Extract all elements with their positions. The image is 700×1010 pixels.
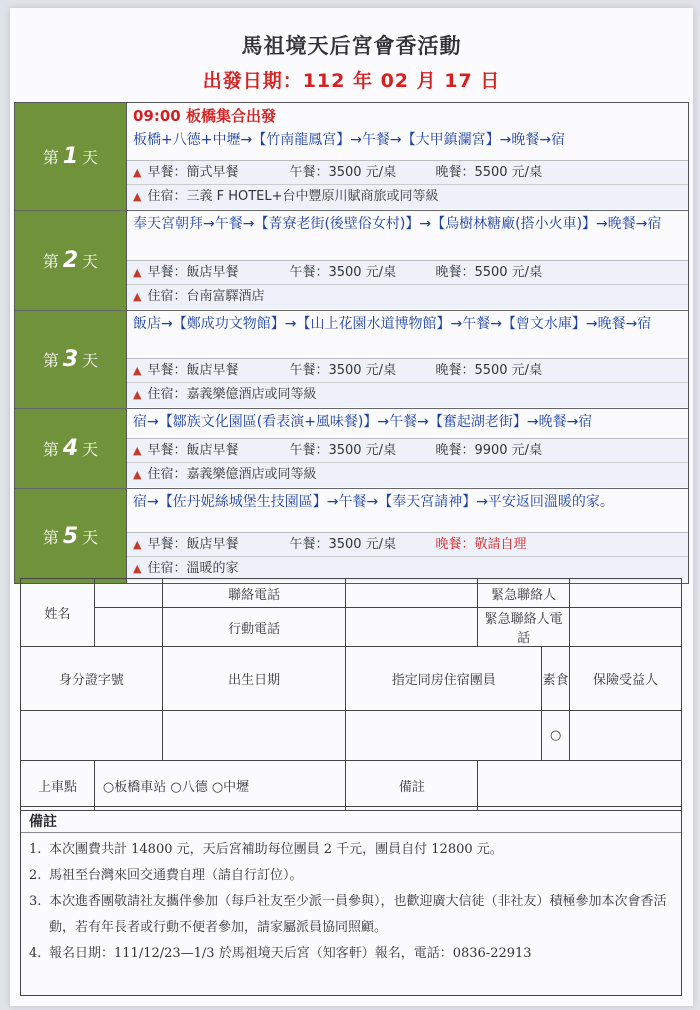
day-label: 第 1 天 xyxy=(15,103,127,210)
day-route: 09:00 板橋集合出發 板橋+八德+中壢→【竹南龍鳳宮】→午餐→【大甲鎮瀾宮】→晚餐→宿 xyxy=(127,103,688,161)
triangle-icon: ▲ xyxy=(133,266,142,279)
mobile-phone-label: 行動電話 xyxy=(162,608,346,647)
lodging-info: ▲ 住宿：嘉義樂億酒店或同等級 xyxy=(127,463,688,487)
roommate-field[interactable] xyxy=(346,711,542,761)
day-route: 飯店→【鄭成功文物館】→【山上花園水道博物館】→午餐→【曾文水庫】→晚餐→宿 xyxy=(127,311,688,359)
departure-date: 出發日期：112 年 02 月 17 日 xyxy=(202,70,501,92)
birth-date-label: 出生日期 xyxy=(162,647,346,711)
day-label: 第 5 天 xyxy=(15,489,127,583)
remark-item: 4. 報名日期：111/12/23—1/3 於馬祖境天后宮（知客軒）報名，電話：0836-22913 xyxy=(29,946,532,961)
triangle-icon: ▲ xyxy=(133,468,142,481)
remark-item: 1. 本次團費共計 14800 元，天后宮補助每位團員 2 千元，團員自付 12800 元。 xyxy=(29,842,503,857)
beneficiary-field[interactable] xyxy=(570,711,682,761)
document-page xyxy=(10,8,693,1006)
page-title: 馬祖境天后宮會香活動 xyxy=(241,34,462,58)
registration-form xyxy=(20,578,682,811)
lodging-info: ▲ 住宿：三義 F HOTEL+台中豐原川賦商旅或同等級 xyxy=(127,185,688,209)
roommate-label: 指定同房住宿團員 xyxy=(346,647,542,711)
triangle-icon: ▲ xyxy=(133,388,142,401)
id-number-label: 身分證字號 xyxy=(21,647,163,711)
meal-info: ▲ 早餐：飯店早餐 午餐：3500 元/桌 晚餐：5500 元/桌 xyxy=(127,359,688,383)
emergency-phone-field[interactable] xyxy=(570,608,682,647)
emergency-contact-field[interactable] xyxy=(570,579,682,608)
lodging-info: ▲ 住宿：台南富驛酒店 xyxy=(127,285,688,309)
emergency-contact-label: 緊急聯絡人 xyxy=(478,579,570,608)
day-route: 宿→【佐丹妮絲城堡生技園區】→午餐→【奉天宮請神】→平安返回溫暖的家。 xyxy=(127,489,688,533)
lodging-info: ▲ 住宿：溫暖的家 xyxy=(127,557,688,581)
triangle-icon: ▲ xyxy=(133,290,142,303)
day-row-1 xyxy=(15,103,688,211)
meal-info: ▲ 早餐：飯店早餐 午餐：3500 元/桌 晚餐：敬請自理 xyxy=(127,533,688,557)
name-field[interactable] xyxy=(94,579,162,608)
vegetarian-label: 素食 xyxy=(542,647,570,711)
day-label: 第 4 天 xyxy=(15,409,127,488)
name-field-2[interactable] xyxy=(94,608,162,647)
remark-item: 2. 馬祖至台灣來回交通費自理（請自行訂位）。 xyxy=(29,868,303,883)
remarks-list xyxy=(21,833,681,971)
lodging-info: ▲ 住宿：嘉義樂億酒店或同等級 xyxy=(127,383,688,407)
day-row-2 xyxy=(15,211,688,311)
remarks-box xyxy=(20,806,682,996)
day-row-3 xyxy=(15,311,688,409)
day-route: 宿→【鄒族文化園區(看表演+風味餐)】→午餐→【奮起湖老街】→晚餐→宿 xyxy=(127,409,688,439)
triangle-icon: ▲ xyxy=(133,562,142,575)
day-row-5 xyxy=(15,489,688,583)
meal-info: ▲ 早餐：簡式早餐 午餐：3500 元/桌 晚餐：5500 元/桌 xyxy=(127,161,688,185)
triangle-icon: ▲ xyxy=(133,166,142,179)
id-number-field[interactable] xyxy=(21,711,163,761)
meal-info: ▲ 早餐：飯店早餐 午餐：3500 元/桌 晚餐：5500 元/桌 xyxy=(127,261,688,285)
mobile-phone-field[interactable] xyxy=(346,608,478,647)
triangle-icon: ▲ xyxy=(133,190,142,203)
day-row-4 xyxy=(15,409,688,489)
notes-field[interactable] xyxy=(478,761,682,811)
day-label: 第 3 天 xyxy=(15,311,127,408)
triangle-icon: ▲ xyxy=(133,538,142,551)
boarding-options[interactable]: ○板橋車站 ○八德 ○中壢 xyxy=(94,761,346,811)
notes-label: 備註 xyxy=(346,761,478,811)
contact-phone-field[interactable] xyxy=(346,579,478,608)
start-time: 09:00 板橋集合出發 xyxy=(133,107,276,125)
name-label: 姓名 xyxy=(21,579,95,647)
day-route: 奉天宮朝拜→午餐→【菁寮老街(後壁俗女村)】→【烏樹林糖廠(搭小火車)】→晚餐→宿 xyxy=(127,211,688,261)
day-label: 第 2 天 xyxy=(15,211,127,310)
triangle-icon: ▲ xyxy=(133,364,142,377)
itinerary-table xyxy=(14,102,689,584)
boarding-label: 上車點 xyxy=(21,761,95,811)
triangle-icon: ▲ xyxy=(133,444,142,457)
birth-date-field[interactable] xyxy=(162,711,346,761)
vegetarian-checkbox[interactable]: ○ xyxy=(542,711,570,761)
meal-info: ▲ 早餐：飯店早餐 午餐：3500 元/桌 晚餐：9900 元/桌 xyxy=(127,439,688,463)
contact-phone-label: 聯絡電話 xyxy=(162,579,346,608)
emergency-phone-label: 緊急聯絡人電話 xyxy=(478,608,570,647)
beneficiary-label: 保險受益人 xyxy=(570,647,682,711)
remark-item: 3. 本次進香團敬請社友攜伴參加（每戶社友至少派一員參與），也歡迎廣大信徒（非社友）積極參加本次會香活動，若有年長者或行動不便者參加，請家屬派員協同照顧。 xyxy=(29,894,667,935)
remarks-heading: 備註 xyxy=(21,807,681,833)
